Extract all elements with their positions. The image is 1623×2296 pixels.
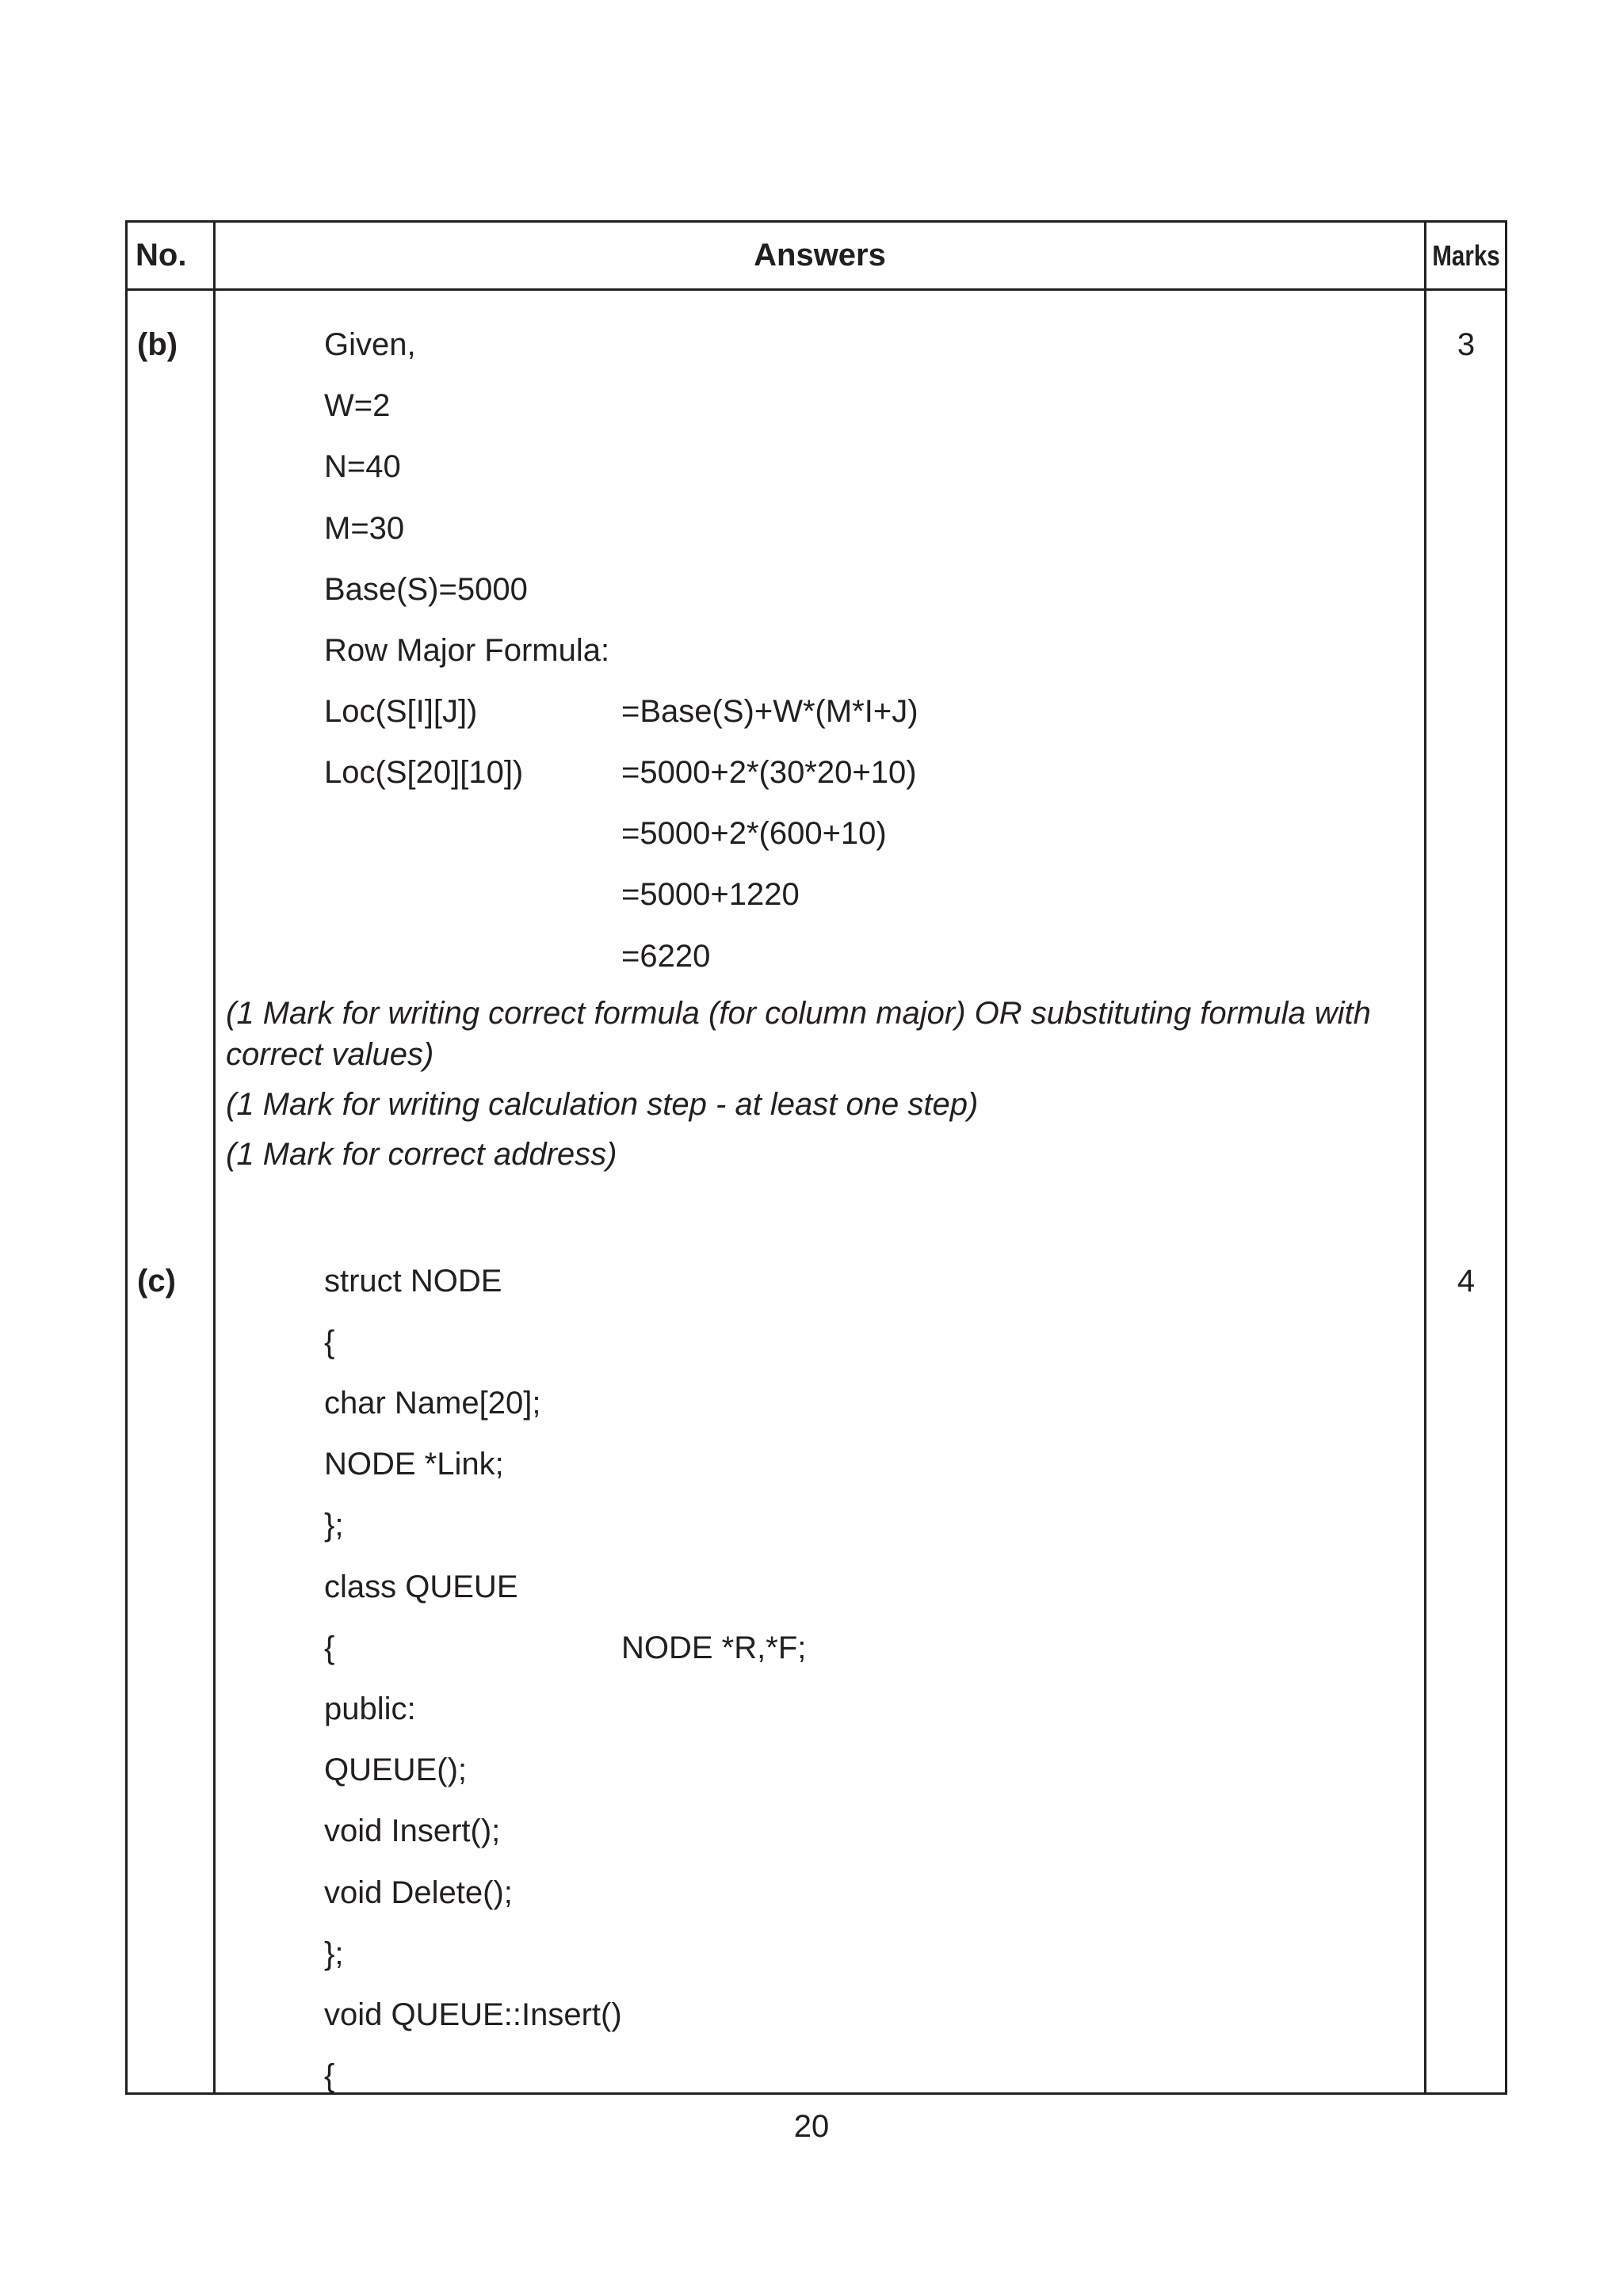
question-label-b: (b) xyxy=(137,327,178,362)
answer-table xyxy=(125,220,1507,2095)
header-no: No. xyxy=(136,238,187,273)
column-divider-no xyxy=(213,223,216,2092)
code-public: public: xyxy=(324,1691,416,1726)
header-marks: Marks xyxy=(1432,238,1500,272)
code-members: NODE *R,*F; xyxy=(621,1630,807,1665)
code-open-brace-1: { xyxy=(324,1325,335,1360)
loc-specific: Loc(S[20][10]) xyxy=(324,755,524,790)
formula-title: Row Major Formula: xyxy=(324,633,610,668)
header-answers: Answers xyxy=(754,238,886,273)
code-class-decl: class QUEUE xyxy=(324,1569,518,1604)
calc-step-2: =5000+2*(600+10) xyxy=(621,816,887,851)
calc-step-3: =5000+1220 xyxy=(621,877,800,912)
calc-step-1: =5000+2*(30*20+10) xyxy=(621,755,917,790)
code-link-field: NODE *Link; xyxy=(324,1447,504,1482)
w-value: W=2 xyxy=(324,388,391,423)
marks-c: 4 xyxy=(1457,1264,1476,1299)
marks-b: 3 xyxy=(1457,327,1476,362)
code-insert-def: void QUEUE::Insert() xyxy=(324,1997,622,2032)
code-name-field: char Name[20]; xyxy=(324,1386,541,1421)
code-delete-decl: void Delete(); xyxy=(324,1875,513,1910)
base-value: Base(S)=5000 xyxy=(324,572,528,607)
code-open-brace-3: { xyxy=(324,2058,335,2093)
marking-note-2: (1 Mark for writing calculation step - at least one step) xyxy=(226,1087,979,1122)
page-number: 20 xyxy=(793,2109,830,2144)
code-open-brace-2: { xyxy=(324,1630,335,1665)
code-insert-decl: void Insert(); xyxy=(324,1814,501,1848)
loc-general-equation: =Base(S)+W*(M*I+J) xyxy=(621,694,918,729)
code-struct-decl: struct NODE xyxy=(324,1264,502,1299)
m-value: M=30 xyxy=(324,511,405,546)
n-value: N=40 xyxy=(324,449,401,484)
header-divider xyxy=(128,288,1505,291)
question-label-c: (c) xyxy=(137,1264,176,1299)
code-constructor: QUEUE(); xyxy=(324,1753,467,1787)
marking-note-3: (1 Mark for correct address) xyxy=(226,1137,617,1172)
code-close-brace-1: }; xyxy=(324,1508,344,1543)
loc-general: Loc(S[I][J]) xyxy=(324,694,478,729)
calc-result: =6220 xyxy=(621,939,711,974)
code-close-brace-2: }; xyxy=(324,1936,344,1971)
given-line: Given, xyxy=(324,327,416,362)
column-divider-marks xyxy=(1424,223,1426,2092)
marking-note-1: (1 Mark for writing correct formula (for column major) OR substituting formula with correct values) xyxy=(226,996,1371,1072)
